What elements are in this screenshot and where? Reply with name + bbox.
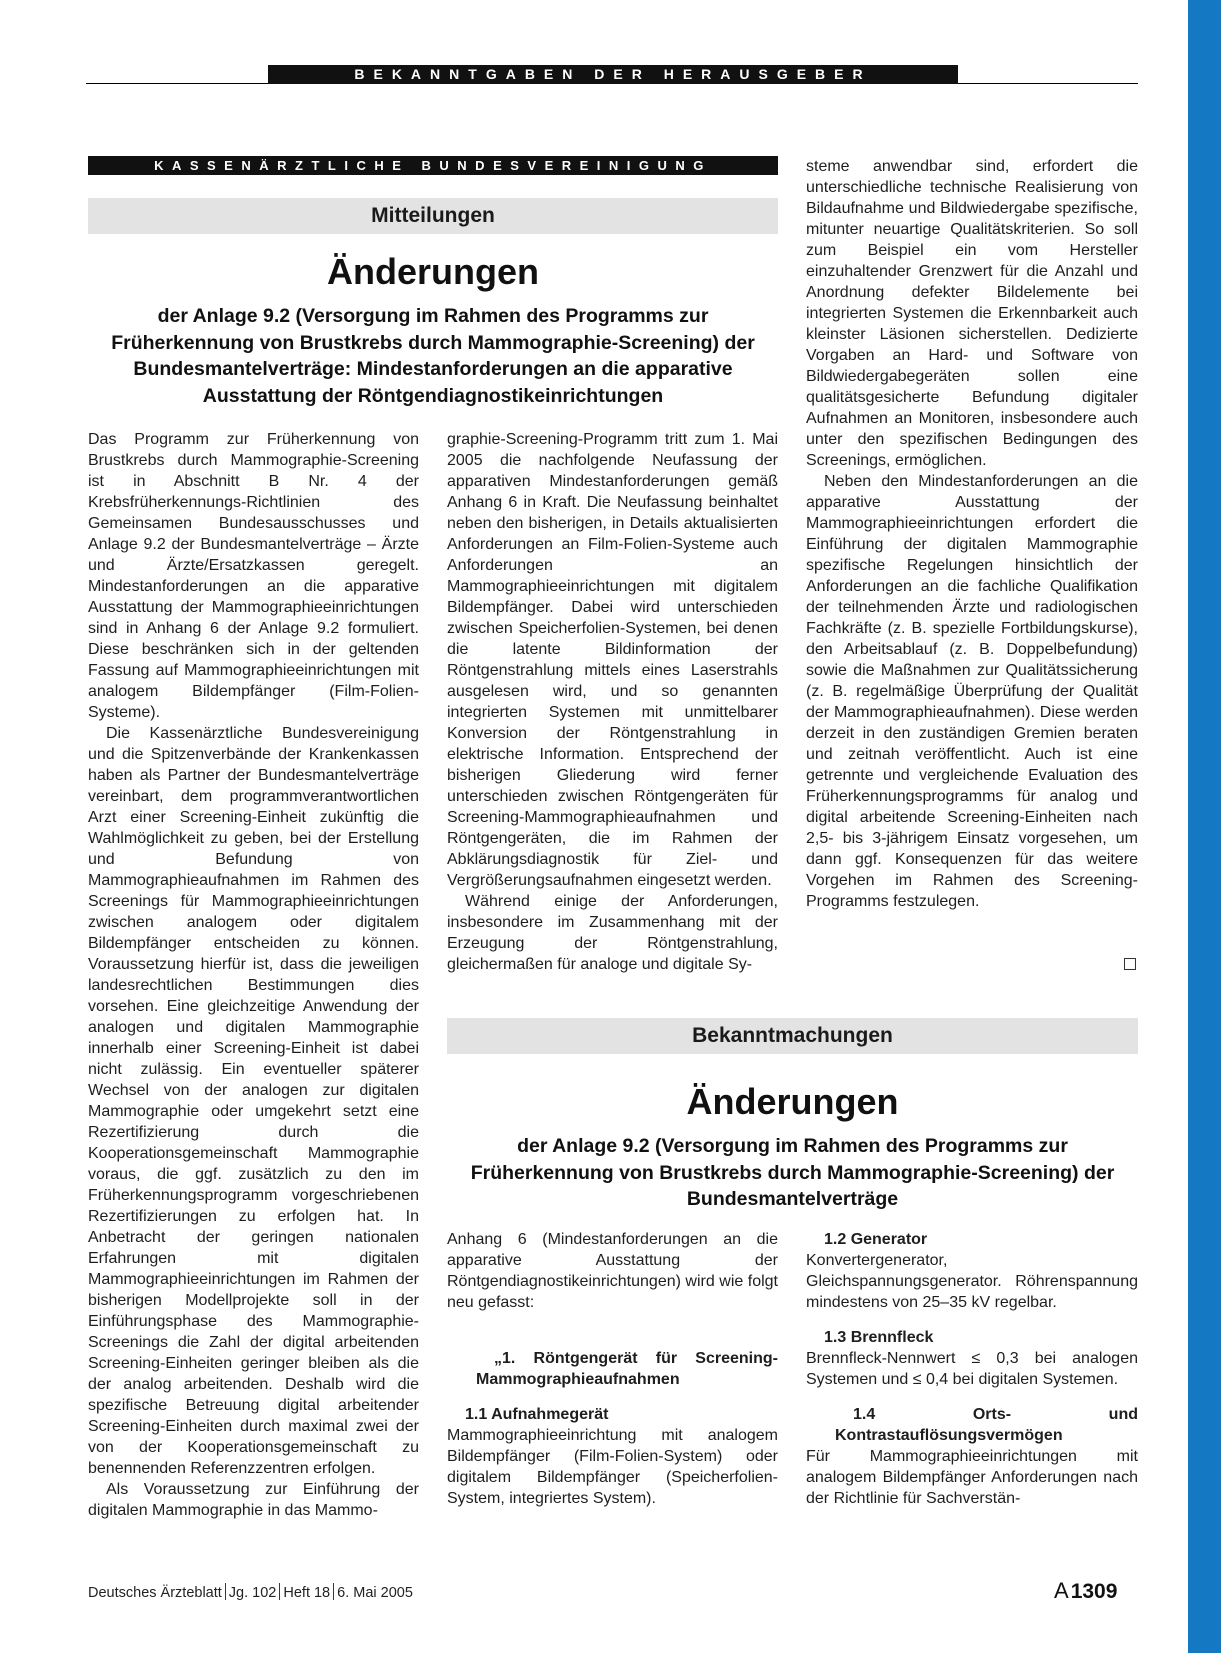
paragraph: steme anwendbar sind, erfordert die unterschiedliche technische Realisierung von Bildaufnahme und Bildwiedergabe spezifische, mitunter neuartige Qualitätskriterien. So soll zum Beispiel ein vom Hersteller einzuhaltender Grenzwert für die Anzahl und Anordnung defekter Bildelemente bei integrierten Systemen die Erkennbarkeit auch kleinster Läsionen sicherstellen. Dedizierte Vorgaben an Hard- und Software von Bildwiedergabegeräten sollen eine qualitätsgesicherte Befundung digitaler Aufnahmen an Monitoren, insbesondere auch unter den spezifischen Bedingungen des Screenings, ermöglichen. bbox=[806, 158, 1138, 469]
article1-subtitle: der Anlage 9.2 (Versorgung im Rahmen des Programms zur Früherkennung von Brustkrebs durch Mammographie-Screening) der Bundesmantelverträge: Mindestanforderungen an die apparative Ausstattung der Röntgendiagnostikeinrichtungen bbox=[111, 305, 755, 407]
page-number bbox=[1054, 1578, 1117, 1604]
paragraph: Die Kassenärztliche Bundesvereinigung und die Spitzenverbände der Krankenkassen haben als Partner der Bundesmantelverträge vereinbart, dem programmverantwortlichen Arzt einer Screening-Einheit zukünftig die Wahlmöglichkeit zu geben, bei der Erstellung und Befundung von Mammographieaufnahmen im Rahmen des Screenings für Mammographieeinrichtungen zwischen analogem oder digitalem Bildempfänger entscheiden zu können. Voraussetzung hierfür ist, dass die jeweiligen landesrechtlichen Bestimmungen dies vorsehen. Eine gleichzeitige Anwendung der analogen und digitalen Mammographie innerhalb einer Screening-Einheit ist dabei nicht zulässig. Ein eventueller späterer Wechsel von der analogen zur digitalen Mammographie oder umgekehrt setzt eine Rezertifizierung durch die Kooperationsgemeinschaft Mammographie voraus, die ggf. zusätzlich zu den im Früherkennungsprogramm vorgeschriebenen Rezertifizierungen zu erfolgen hat. In Anbetracht der geringen nationalen Erfahrungen mit digitalen Mammographieeinrichtungen im Rahmen der bisherigen Modellprojekte soll in der Einführungsphase des Mammographie-Screenings die Zahl der digital arbeitenden Screening-Einheiten geringer bleiben als die der analog arbeitenden. Deshalb wird die spezifische Betreuung digital arbeitender Screening-Einheiten durch maximal zwei der von der Kooperationsgemeinschaft zu benennenden Referenzzentren erfolgen. bbox=[88, 725, 419, 1477]
article1-column-2 bbox=[447, 429, 778, 975]
issue-date: 6. Mai 2005 bbox=[337, 1585, 413, 1601]
paragraph: Neben den Mindestanforderungen an die apparative Ausstattung der Mammographieeinrichtungen erfordert die Einführung der digitalen Mammographie spezifische Regelungen hinsichtlich der Anforderungen an die fachliche Qualifikation der teilnehmenden Ärzte und radiologischen Fachkräfte (z. B. spezielle Fortbildungskurse), den Arbeitsablauf (z. B. Doppelbefundung) sowie die Maßnahmen zur Qualitätssicherung (z. B. regelmäßige Überprüfung der Qualität der Mammographieaufnahmen). Diese werden derzeit in den zuständigen Gremien beraten und zeitnah veröffentlicht. Auch ist eine getrennte und vergleichende Evaluation des Früherkennungsprogramms für analog und digital arbeitende Screening-Einheiten nach 2,5- bis 3-jährigem Einsatz vorgesehen, um dann ggf. Konsequenzen für das weitere Vorgehen im Rahmen des Screening-Programms festzulegen. bbox=[806, 473, 1138, 910]
article2-column-2 bbox=[806, 1229, 1138, 1509]
heading-1-4: 1.4 Orts- und Kontrastauflösungsvermögen bbox=[835, 1406, 1138, 1444]
heading-1: „1. Röntgengerät für Screening-Mammographieaufnahmen bbox=[476, 1350, 778, 1388]
paragraph: Anhang 6 (Mindestanforderungen an die apparative Ausstattung der Röntgendiagnostikeinrichtungen) wird wie folgt neu gefasst: bbox=[447, 1231, 778, 1311]
paragraph: Brennfleck-Nennwert ≤ 0,3 bei analogen Systemen und ≤ 0,4 bei digitalen Systemen. bbox=[806, 1350, 1138, 1388]
organization-banner: KASSENÄRZTLICHE BUNDESVEREINIGUNG bbox=[88, 156, 778, 175]
paragraph: Als Voraussetzung zur Einführung der digitalen Mammographie in das Mammo- bbox=[88, 1481, 419, 1519]
article2-column-1 bbox=[447, 1229, 778, 1509]
paragraph: Das Programm zur Früherkennung von Brustkrebs durch Mammographie-Screening ist in Abschnitt B Nr. 4 der Krebsfrüherkennungs-Richtlinien des Gemeinsamen Bundesausschusses und Anlage 9.2 der Bundesmantelverträge – Ärzte und Ärzte/Ersatzkassen geregelt. Mindestanforderungen an die apparative Ausstattung der Mammographieeinrichtungen sind in Anhang 6 der Anlage 9.2 formuliert. Diese beschränken sich in der geltenden Fassung auf Mammographieeinrichtungen mit analogem Bildempfänger (Film-Folien-Systeme). bbox=[88, 431, 419, 721]
end-of-article-mark bbox=[1124, 958, 1136, 970]
heading-1-1: 1.1 Aufnahmegerät bbox=[465, 1406, 609, 1423]
paragraph: graphie-Screening-Programm tritt zum 1. Mai 2005 die nachfolgende Neufassung der apparativen Mindestanforderungen gemäß Anhang 6 in Kraft. Die Neufassung beinhaltet neben den bisherigen, in Details aktualisierten Anforderungen an Film-Folien-Systeme auch Anforderungen an Mammographieeinrichtungen mit digitalem Bildempfänger. Dabei wird unterschieden zwischen Speicherfolien-Systemen, bei denen die latente Bildinformation der Röntgenstrahlung mittels eines Laserstrahls ausgelesen wird, und so genannten integrierten Systemen mit unmittelbarer Konversion der Röntgenstrahlung in elektrische Information. Entsprechend der bisherigen Gliederung wird ferner unterschieden zwischen Röntgengeräten für Screening-Mammographieaufnahmen und Röntgengeräten, die im Rahmen der Abklärungsdiagnostik für Ziel- und Vergrößerungsaufnahmen eingesetzt werden. bbox=[447, 431, 778, 889]
section-bekanntmachungen: Bekanntmachungen bbox=[447, 1018, 1138, 1054]
heading-1-2: 1.2 Generator bbox=[824, 1231, 928, 1248]
paragraph: Für Mammographieeinrichtungen mit analogem Bildempfänger Anforderungen nach der Richtlinie für Sachverstän- bbox=[806, 1448, 1138, 1507]
article2-subtitle: der Anlage 9.2 (Versorgung im Rahmen des Programms zur Früherkennung von Brustkrebs durch Mammographie-Screening) der Bundesmantelverträge bbox=[470, 1135, 1115, 1210]
volume: Jg. 102 bbox=[228, 1585, 277, 1601]
publisher-banner: BEKANNTGABEN DER HERAUSGEBER bbox=[268, 65, 958, 84]
issue: Heft 18 bbox=[283, 1585, 331, 1601]
spacer bbox=[447, 1334, 778, 1348]
article1-title: Änderungen bbox=[327, 251, 539, 292]
journal-name: Deutsches Ärzteblatt bbox=[88, 1585, 222, 1601]
footer-citation bbox=[88, 1583, 413, 1601]
side-color-bar bbox=[1188, 0, 1221, 1653]
separator bbox=[279, 1583, 280, 1600]
article1-column-1 bbox=[88, 429, 419, 1521]
spacer bbox=[806, 1390, 1138, 1404]
paragraph: Während einige der Anforderungen, insbesondere im Zusammenhang mit der Erzeugung der Röntgenstrahlung, gleichermaßen für analoge und digitale Sy- bbox=[447, 893, 778, 973]
heading-1-3: 1.3 Brennfleck bbox=[824, 1329, 934, 1346]
paragraph: Konvertergenerator, Gleichspannungsgenerator. Röhrenspannung mindestens von 25–35 kV regelbar. bbox=[806, 1252, 1138, 1311]
separator bbox=[333, 1583, 334, 1600]
paragraph: Mammographieeinrichtung mit analogem Bildempfänger (Film-Folien-System) oder digitalem Bildempfänger (Speicherfolien-System, integriertes System). bbox=[447, 1427, 778, 1507]
page-prefix: A bbox=[1054, 1578, 1069, 1603]
spacer bbox=[806, 1313, 1138, 1327]
page-value: 1309 bbox=[1070, 1580, 1118, 1603]
separator bbox=[225, 1583, 226, 1600]
article2-title: Änderungen bbox=[686, 1081, 899, 1122]
spacer bbox=[447, 1390, 778, 1404]
article1-column-3 bbox=[806, 156, 1138, 912]
section-mitteilungen: Mitteilungen bbox=[88, 198, 778, 234]
spacer bbox=[447, 1313, 778, 1334]
